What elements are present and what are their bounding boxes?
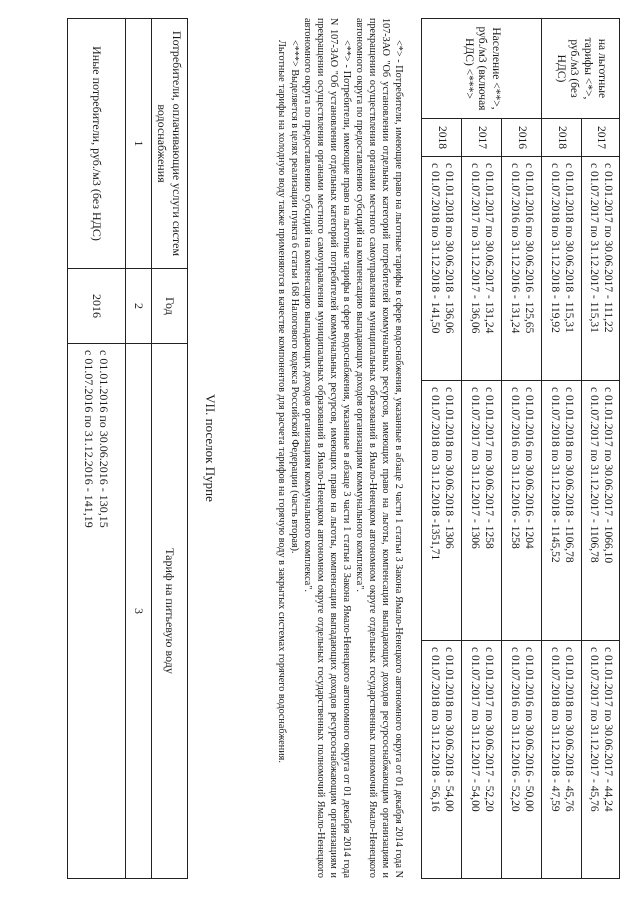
tariff-cell bbox=[502, 381, 542, 641]
tariff-cell bbox=[462, 381, 502, 641]
tariff-line: с 01.01.2017 по 30.06.2017 - 44,24 bbox=[602, 647, 615, 812]
tariff-line: с 01.01.2018 по 30.06.2018 - 45,76 bbox=[563, 647, 576, 812]
year-cell: 2016 bbox=[68, 269, 126, 344]
tariff-line: с 01.01.2018 по 30.06.2018 - 1106,78 bbox=[563, 387, 576, 563]
tariff-line: с 01.07.2016 по 31.12.2016 - 1258 bbox=[509, 387, 522, 549]
tariff-line: с 01.07.2016 по 31.12.2016 - 141,19 bbox=[82, 350, 97, 528]
table-row bbox=[502, 19, 542, 879]
tariff-line: с 01.01.2016 по 30.06.2016 - 50,00 bbox=[523, 647, 536, 812]
year-cell: 2018 bbox=[422, 119, 462, 157]
tariff-line: с 01.07.2017 по 31.12.2017 - 54,00 bbox=[469, 647, 482, 812]
tariff-cell bbox=[502, 157, 542, 381]
tariff-cell bbox=[462, 157, 502, 381]
tariff-line: с 01.07.2017 по 31.12.2017 - 1306 bbox=[469, 387, 482, 549]
tariff-line: с 01.01.2017 по 30.06.2017 - 1258 bbox=[483, 387, 496, 549]
tariff-line: с 01.01.2017 по 30.06.2017 - 131,24 bbox=[483, 163, 496, 334]
header-consumers: Потребители, оплачивающие услуги систем водоснабжения bbox=[152, 19, 188, 269]
footnote-1: <*> - Потребители, имеющие право на льготные тарифы в сфере водоснабжения, указанные в абзаце 2 части 1 статьи 3 Закона Ямало-Ненецкого автономного округа от 01 декабря 2014 года N 107-ЗАО "Об установлении отдельных категорий потребителей коммунальных ресурсов, имеющих право на льготы, компенсации выпадающих доходов ресурсоснабжающим организациям и прекращении осуществления органами местного самоуправления муниципальных образований в Ямало-Ненецком автономном округе отдельных государственных полномочий Ямало-Ненецкого автономного округа по предоставлению субсидий на компенсацию выпадающих доходов организациям коммунального комплекса". bbox=[353, 18, 404, 878]
tariff-cell bbox=[542, 381, 582, 641]
rotated-content bbox=[14, 18, 620, 886]
tariff-cell bbox=[582, 381, 620, 641]
tariff-line: с 01.01.2017 по 30.06.2017 - 52,20 bbox=[483, 647, 496, 812]
tariff-table-continued bbox=[421, 18, 620, 879]
consumer-cell: Иные потребители, руб./м3 (без НДС) bbox=[68, 19, 126, 269]
section-title: VII. поселок Пурпе bbox=[203, 394, 218, 502]
tariff-cell bbox=[542, 641, 582, 879]
column-number: 1 bbox=[126, 19, 152, 269]
tariff-cell bbox=[542, 157, 582, 381]
table-row bbox=[542, 19, 582, 879]
tariff-line: с 01.01.2016 по 30.06.2016 - 125,65 bbox=[523, 163, 536, 334]
purpe-tariff-table bbox=[67, 18, 188, 879]
tariff-line: с 01.01.2016 по 30.06.2016 - 1204 bbox=[523, 387, 536, 549]
tariff-line: с 01.01.2018 по 30.06.2018 - 115,31 bbox=[563, 163, 576, 333]
tariff-line: с 01.01.2018 по 30.06.2018 - 54,00 bbox=[443, 647, 456, 812]
footnote-4: Льготные тарифы на холодную воду также применяются в качестве компонентов для расчета тарифов на горячую воду в закрытых системах горячего водоснабжения. bbox=[275, 40, 287, 763]
tariff-cell bbox=[502, 641, 542, 879]
tariff-cell bbox=[462, 641, 502, 879]
tariff-line: с 01.07.2018 по 31.12.2018 - 119,92 bbox=[549, 163, 562, 333]
tariff-cell bbox=[582, 641, 620, 879]
tariff-line: с 01.07.2018 по 31.12.2018 - 56,16 bbox=[429, 647, 442, 812]
tariff-cell bbox=[422, 641, 462, 879]
group-label-naselenie: Население <**>, руб./м3 (включая НДС) <***> bbox=[422, 19, 542, 119]
year-cell: 2017 bbox=[462, 119, 502, 157]
tariff-line: с 01.07.2016 по 31.12.2016 - 52,20 bbox=[509, 647, 522, 812]
column-number-row bbox=[126, 19, 152, 879]
group-label-lgotnye: на льготные тарифы <*>, руб./м3 (без НДС) bbox=[542, 19, 620, 119]
tariff-line: с 01.07.2018 по 31.12.2018 - 141,50 bbox=[429, 163, 442, 334]
tariff-line: с 01.01.2016 по 30.06.2016 - 130,15 bbox=[96, 350, 111, 528]
year-cell: 2017 bbox=[582, 119, 620, 157]
table-row bbox=[422, 19, 462, 879]
tariff-line: с 01.07.2017 по 31.12.2017 - 136,06 bbox=[469, 163, 482, 334]
tariff-line: с 01.07.2017 по 31.12.2017 - 1106,78 bbox=[588, 387, 601, 563]
table-row bbox=[462, 19, 502, 879]
footnote-2: <**> - Потребители, имеющие право на льготные тарифы в сфере водоснабжения, указанные в абзаце 3 части 1 статьи 3 Закона Ямало-Ненецкого автономного округа от 01 декабря 2014 года N 107-ЗАО "Об установлении отдельных категорий потребителей коммунальных ресурсов, имеющих право на льготы, компенсации выпадающих доходов ресурсоснабжающим организациям и прекращении осуществления органами местного самоуправления муниципальных образований в Ямало-Ненецком автономном округе отдельных государственных полномочий Ямало-Ненецкого автономного округа по предоставлению субсидий на компенсацию выпадающих доходов организациям коммунального комплекса". bbox=[301, 18, 352, 878]
table-header-row bbox=[152, 19, 188, 879]
tariff-line: с 01.07.2018 по 31.12.2018 - 1145,52 bbox=[549, 387, 562, 563]
column-number: 2 bbox=[126, 269, 152, 344]
tariff-line: с 01.07.2017 по 31.12.2017 - 115,31 bbox=[588, 163, 601, 333]
table-row bbox=[68, 19, 126, 879]
header-year: Год bbox=[152, 269, 188, 344]
tariff-line: с 01.07.2018 по 31.12.2018 -1351,71 bbox=[429, 387, 442, 561]
tariff-line: с 01.01.2018 по 30.06.2018 - 1306 bbox=[443, 387, 456, 549]
year-cell: 2016 bbox=[502, 119, 542, 157]
tariff-cell bbox=[422, 381, 462, 641]
year-cell: 2018 bbox=[542, 119, 582, 157]
tariff-cell bbox=[422, 157, 462, 381]
tariff-line: с 01.07.2016 по 31.12.2016 - 131,24 bbox=[509, 163, 522, 334]
tariff-line: с 01.07.2018 по 31.12.2018 - 47,59 bbox=[549, 647, 562, 812]
tariff-line: с 01.07.2017 по 31.12.2017 - 45,76 bbox=[588, 647, 601, 812]
tariff-line: с 01.01.2017 по 30.06.2017 - 111,22 bbox=[602, 163, 615, 333]
tariff-cell bbox=[582, 157, 620, 381]
tariff-line: с 01.01.2018 по 30.06.2018 - 136,06 bbox=[443, 163, 456, 334]
header-tariff: Тариф на питьевую воду bbox=[152, 344, 188, 879]
table-row bbox=[582, 19, 620, 879]
tariff-line: с 01.01.2017 по 30.06.2017 - 1066,10 bbox=[602, 387, 615, 564]
footnote-3: <***> Выделяется в целях реализации пункта 6 статьи 168 Налогового кодекса Российской Федерации (часть вторая). bbox=[288, 40, 300, 554]
column-number: 3 bbox=[126, 344, 152, 879]
tariff-cell bbox=[68, 344, 126, 879]
footnotes bbox=[275, 18, 405, 878]
